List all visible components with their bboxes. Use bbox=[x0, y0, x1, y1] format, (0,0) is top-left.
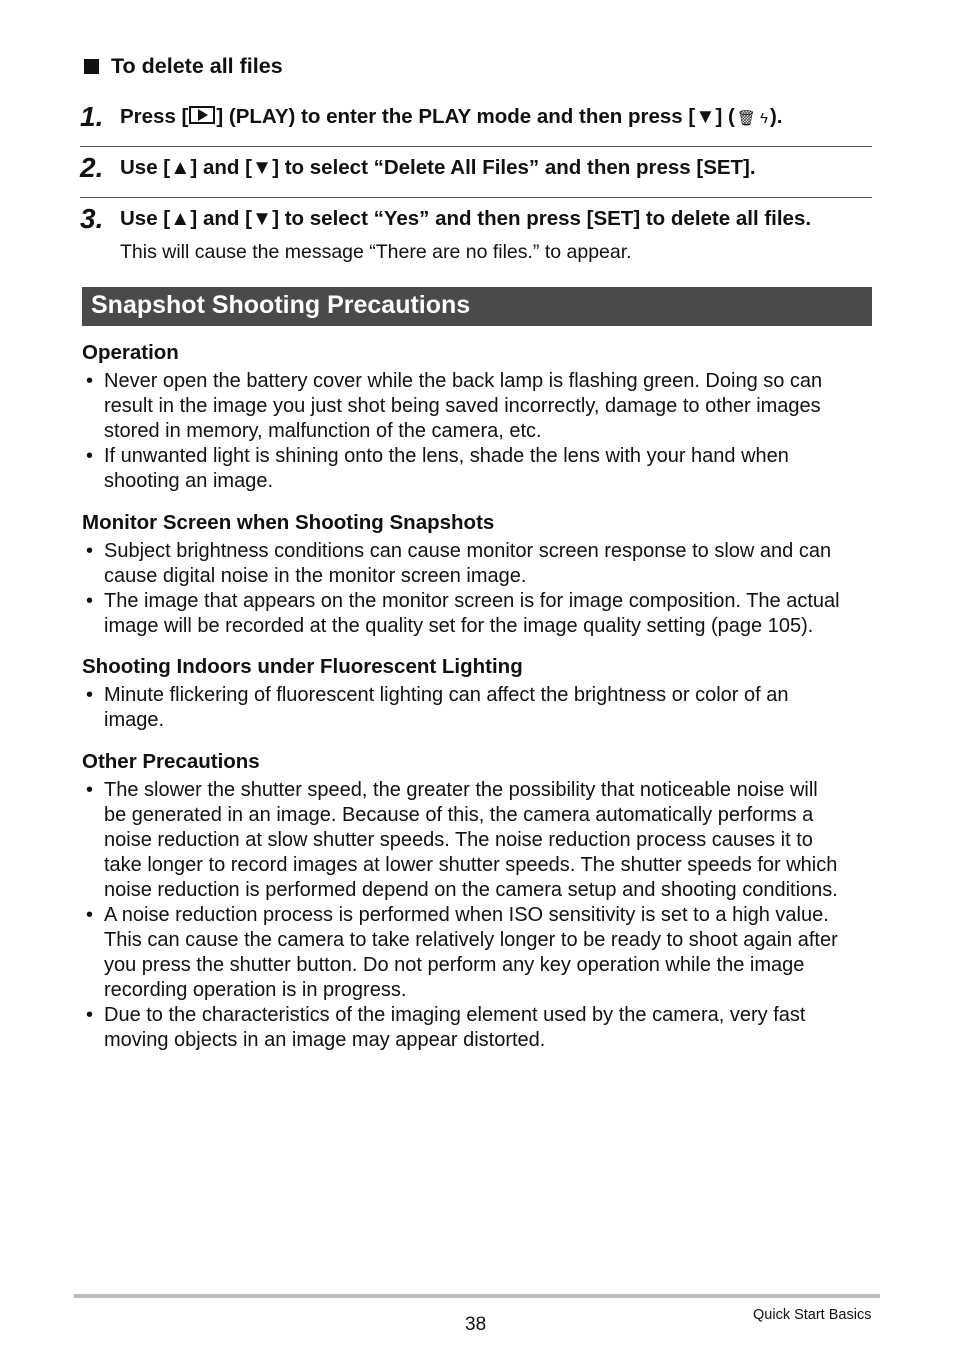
footer-label: Quick Start Basics bbox=[753, 1307, 872, 1323]
step-note: This will cause the message “There are no files.” to appear. bbox=[120, 241, 632, 263]
subheading-text: To delete all files bbox=[111, 54, 283, 78]
step-number: 1. bbox=[80, 101, 104, 132]
heading-monitor-screen: Monitor Screen when Shooting Snapshots bbox=[82, 511, 495, 534]
step-text: Use [▲] and [▼] to select “Delete All Files” and then press [SET]. bbox=[120, 156, 756, 179]
step-text: Use [▲] and [▼] to select “Yes” and then press [SET] to delete all files. bbox=[120, 207, 812, 230]
play-button-icon bbox=[189, 106, 215, 124]
section-header bbox=[82, 287, 872, 326]
subheading bbox=[84, 54, 283, 79]
step-number: 3. bbox=[80, 203, 104, 234]
heading-fluorescent: Shooting Indoors under Fluorescent Lighting bbox=[82, 655, 523, 678]
step-text: Press [ ] (PLAY) to enter the PLAY mode and then press [▼] ( 🗑 ϟ). bbox=[120, 105, 783, 128]
heading-other-precautions: Other Precautions bbox=[82, 750, 260, 773]
divider bbox=[80, 197, 872, 198]
footer-rule bbox=[74, 1294, 880, 1298]
trash-flash-icon: 🗑 ϟ bbox=[736, 110, 768, 127]
step-number: 2. bbox=[80, 152, 104, 183]
divider bbox=[80, 146, 872, 147]
square-bullet-icon bbox=[84, 59, 99, 74]
page-number: 38 bbox=[465, 1314, 487, 1335]
heading-operation: Operation bbox=[82, 341, 179, 364]
section-title: Snapshot Shooting Precautions bbox=[91, 291, 471, 319]
